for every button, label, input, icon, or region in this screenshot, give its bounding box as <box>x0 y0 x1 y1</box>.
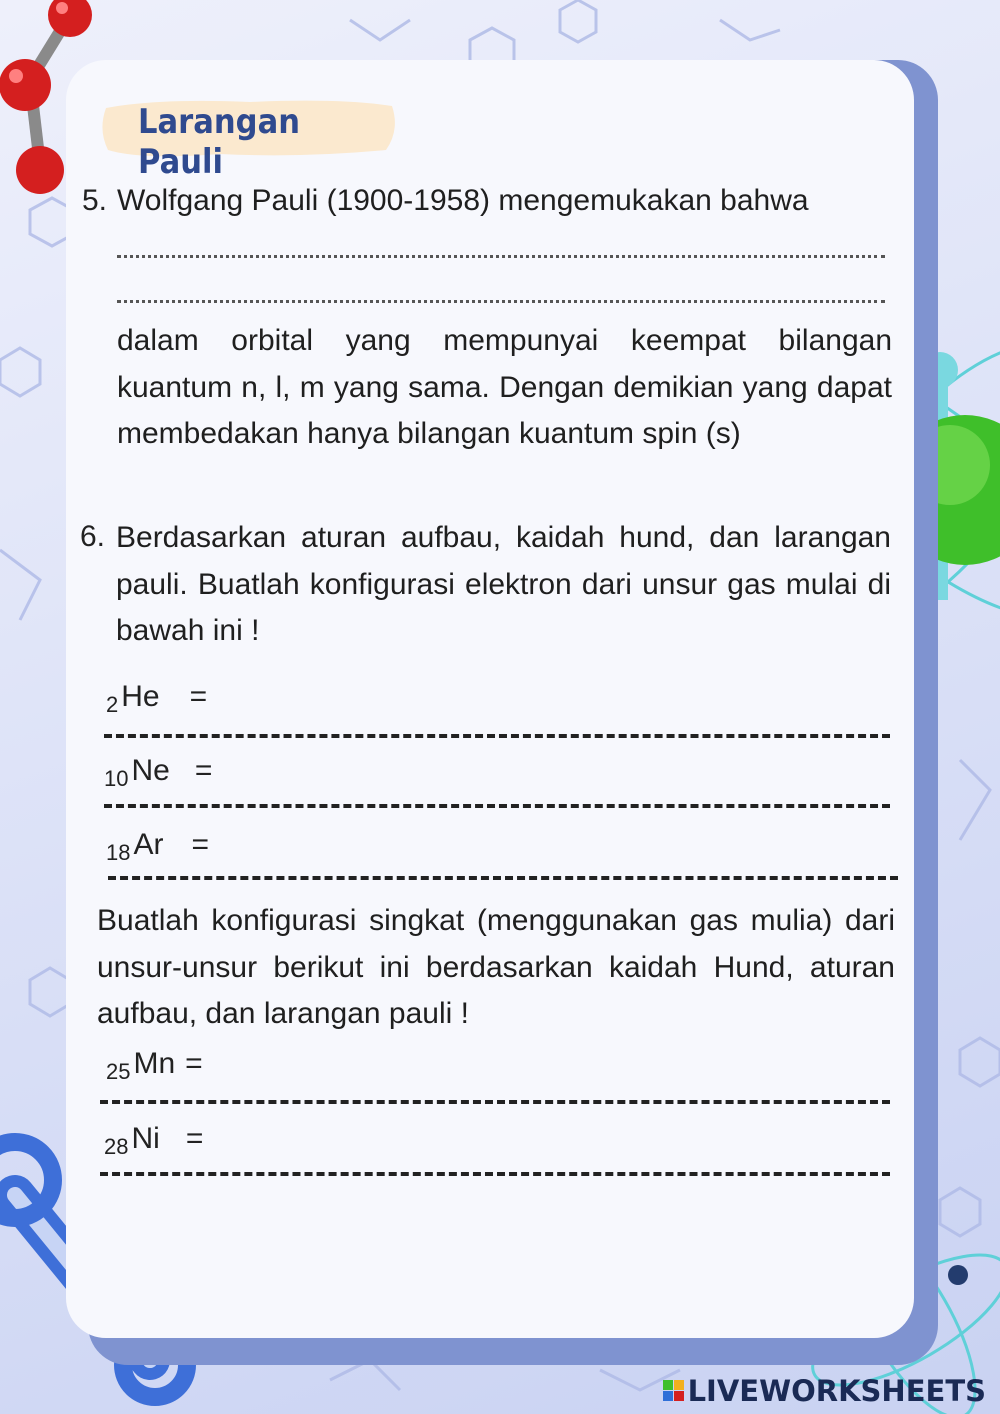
question-6-body: Berdasarkan aturan aufbau, kaidah hund, dan larangan pauli. Buatlah konfigurasi elektron dari unsur gas mulai di bawah ini ! <box>116 521 891 647</box>
liveworksheets-watermark <box>663 1374 986 1408</box>
atomic-number: 2 <box>106 692 119 717</box>
question-5-intro: Wolfgang Pauli (1900-1958) mengemukakan bahwa <box>117 184 809 217</box>
element-symbol: Ne <box>131 754 170 787</box>
answer-dotted-line-2[interactable] <box>117 300 885 307</box>
atomic-number: 25 <box>106 1059 131 1084</box>
answer-line-mn[interactable] <box>100 1100 890 1104</box>
watermark-text: LIVEWORKSHEETS <box>687 1374 986 1408</box>
question-6-number: 6. <box>80 520 106 553</box>
element-he <box>106 680 207 718</box>
liveworksheets-logo-icon <box>663 1380 685 1402</box>
page-title: Larangan Pauli <box>138 102 301 182</box>
question-5-body: dalam orbital yang mempunyai keempat bilangan kuantum n, l, m yang sama. Dengan demikian yang dapat membedakan hanya bilangan kuantum spin (s) <box>117 324 892 450</box>
atomic-number: 18 <box>106 840 131 865</box>
element-symbol: Ni <box>131 1122 160 1155</box>
equals-sign: = <box>194 754 213 787</box>
element-mn <box>106 1047 203 1085</box>
question-5-number: 5. <box>82 184 108 217</box>
answer-line-ni[interactable] <box>100 1172 890 1176</box>
short-config-instructions: Buatlah konfigurasi singkat (menggunakan gas mulia) dari unsur-unsur berikut ini berdasarkan kaidah Hund, aturan aufbau, dan larangan pauli ! <box>97 904 895 1030</box>
element-ni <box>104 1122 203 1160</box>
equals-sign: = <box>191 828 210 861</box>
element-ne <box>104 754 212 792</box>
equals-sign: = <box>189 680 208 713</box>
equals-sign: = <box>185 1047 203 1080</box>
answer-dotted-line-1[interactable] <box>117 255 885 262</box>
answer-line-he[interactable] <box>104 734 890 738</box>
element-symbol: He <box>121 680 160 713</box>
element-symbol: Ar <box>133 828 164 861</box>
answer-line-ar[interactable] <box>108 876 898 880</box>
element-ar <box>106 828 209 866</box>
atomic-number: 28 <box>104 1134 129 1159</box>
atomic-number: 10 <box>104 766 129 791</box>
title-banner <box>100 94 400 182</box>
answer-line-ne[interactable] <box>104 804 890 808</box>
element-symbol: Mn <box>133 1047 176 1080</box>
equals-sign: = <box>185 1122 204 1155</box>
